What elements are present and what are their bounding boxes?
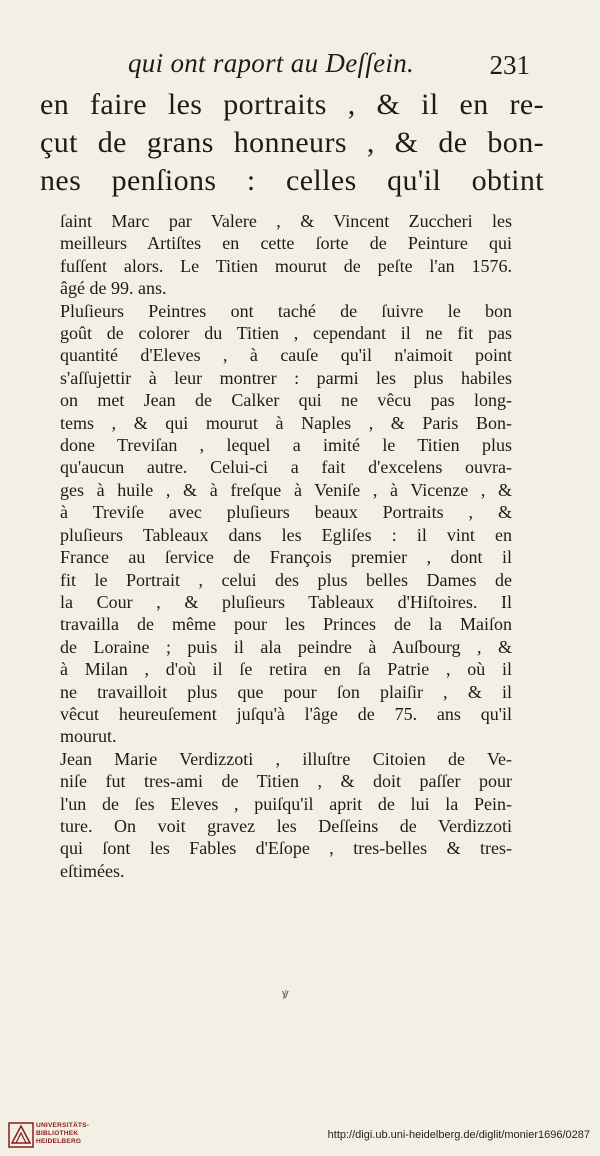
text-line: à Treviſe avec pluſieurs beaux Portraits , & (60, 502, 512, 523)
library-name (36, 1122, 89, 1146)
text-line: goût de colorer du Titien , cependant il ne fit pas (60, 323, 512, 344)
paragraph-start-line: Pluſieurs Peintres ont taché de ſuivre le bon (60, 300, 512, 321)
large-type-block (40, 86, 544, 200)
text-line: eſtimées. (60, 860, 125, 881)
text-line: ne travailloit plus que pour ſon plaiſir , & il (60, 681, 512, 702)
text-line: France au ſervice de François premier , dont il (60, 547, 512, 568)
text-line: niſe fut tres-ami de Titien , & doit paſſer pour (60, 771, 512, 792)
page-header (40, 48, 530, 88)
paragraph-start-line: Jean Marie Verdizzoti , illuſtre Citoien de Ve- (60, 748, 512, 769)
library-name-line: UNIVERSITÄTS- (36, 1122, 90, 1129)
text-line: meilleurs Artiſtes en cette ſorte de Peinture qui (60, 233, 512, 254)
text-line: ges à huile , & à freſque à Veniſe , à Vicenze , & (60, 479, 512, 500)
library-name-line: HEIDELBERG (36, 1138, 82, 1145)
text-line: qu'aucun autre. Celui-ci a fait d'excelens ouvra- (60, 457, 512, 478)
text-line: çut de grans honneurs , & de bon- (40, 126, 544, 159)
library-name-line: BIBLIOTHEK (36, 1130, 79, 1137)
text-line: tems , & qui mourut à Naples , & Paris Bon- (60, 412, 512, 433)
text-line: ture. On voit gravez les Deſſeins de Verdizzoti (60, 815, 512, 836)
text-line: l'un de ſes Eleves , puiſqu'il aprit de lui la Pein- (60, 793, 512, 814)
page-number: 231 (489, 50, 530, 80)
text-line: de Loraine ; puis il ala peindre à Auſbourg , & (60, 636, 512, 657)
text-line: travailla de même pour les Princes de la Maiſon (60, 614, 512, 635)
text-line: s'aſſujettir à leur montrer : parmi les plus habiles (60, 367, 512, 388)
body-text-block (60, 210, 512, 882)
text-line: ſaint Marc par Valere , & Vincent Zuccheri les (60, 211, 512, 231)
library-seal-icon (8, 1122, 34, 1148)
text-line: mourut. (60, 726, 117, 747)
text-line: on met Jean de Calker qui ne vêcu pas long- (60, 390, 512, 411)
text-line: qui ſont les Fables d'Eſope , tres-belles & tres- (60, 838, 512, 859)
printer-ornament: ꝟ (282, 986, 289, 1001)
text-line: âgé de 99. ans. (60, 278, 167, 299)
text-line: quantité d'Eleves , à cauſe qu'il n'aimoit point (60, 345, 512, 366)
text-line: la Cour , & pluſieurs Tableaux d'Hiſtoires. Il (60, 591, 512, 612)
running-head: qui ont raport au Deſſein. (128, 48, 415, 78)
text-line: fuſſent alors. Le Titien mourut de peſte l'an 1576. (60, 255, 512, 276)
text-line: pluſieurs Tableaux dans les Egliſes : il vint en (60, 524, 512, 545)
source-url[interactable]: http://digi.ub.uni-heidelberg.de/diglit/monier1696/0287 (327, 1129, 590, 1141)
text-line: fit le Portrait , celui des plus belles Dames de (60, 569, 512, 590)
text-line: nes penſions : celles qu'il obtint (40, 164, 544, 197)
text-line: à Milan , d'où il ſe retira en ſa Patrie , où il (60, 659, 512, 680)
text-line: vêcut heureuſement juſqu'à l'âge de 75. ans qu'il (60, 703, 512, 724)
text-line: en faire les portraits , & il en re- (40, 88, 544, 121)
digitization-footer (0, 1116, 600, 1156)
text-line: done Treviſan , lequel a imité le Titien plus (60, 435, 512, 456)
